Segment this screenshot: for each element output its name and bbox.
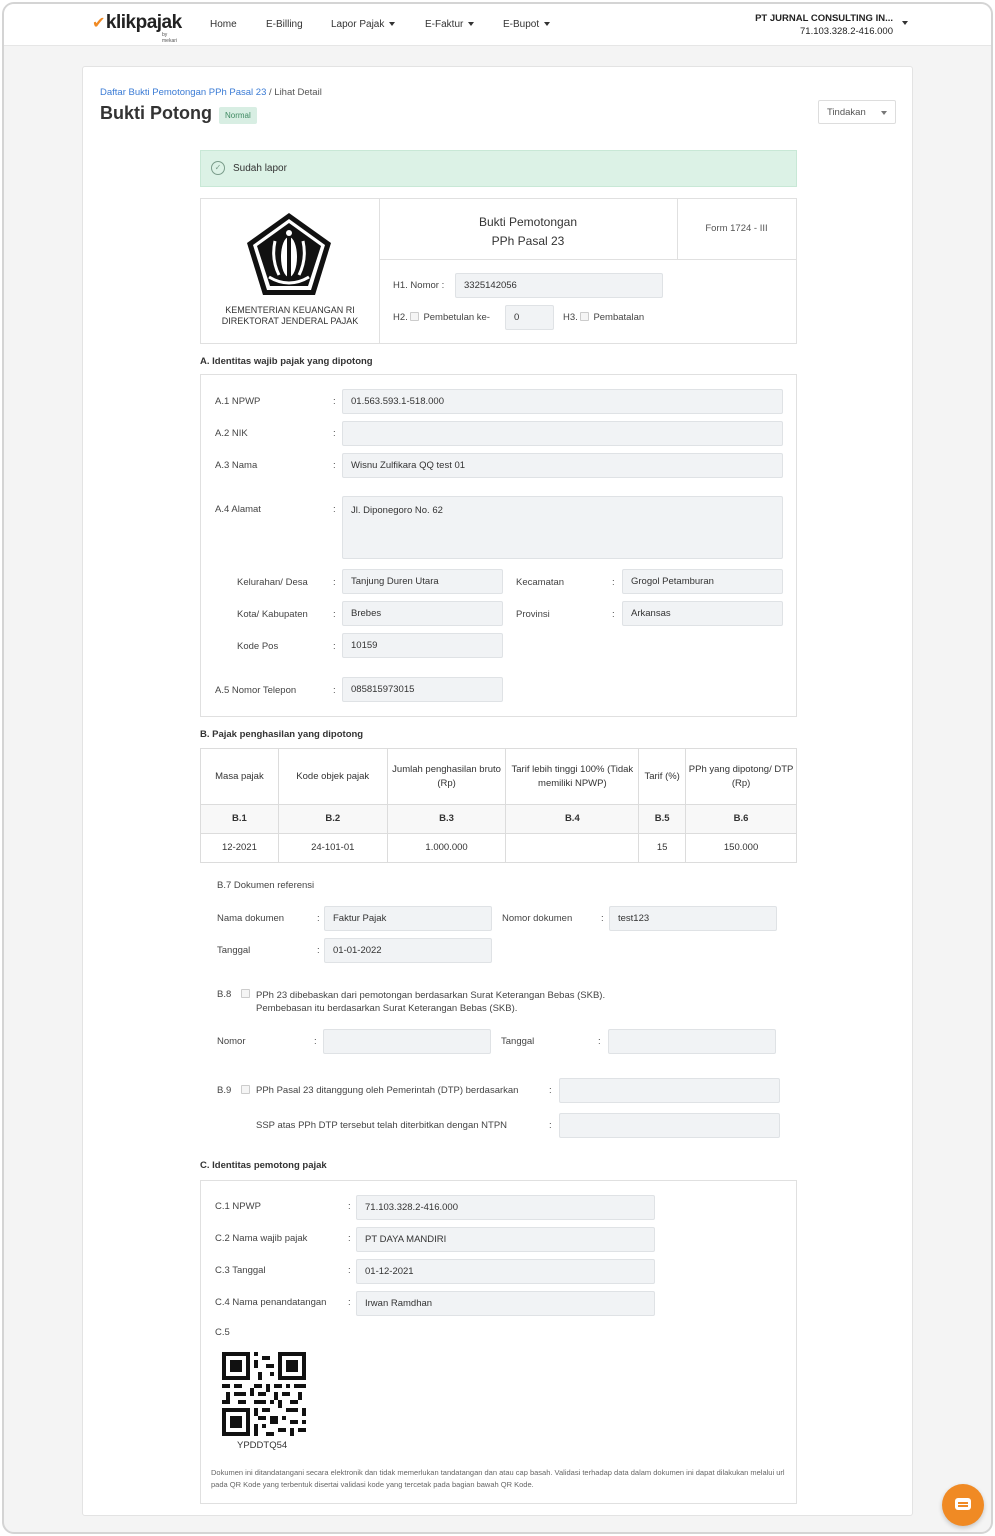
top-navbar [4, 4, 991, 46]
c-penandatangan-field[interactable]: Irwan Ramdhan [356, 1291, 655, 1316]
kelurahan-field[interactable]: Tanjung Duren Utara [342, 569, 503, 594]
h3-label: H3. Pembatalan [563, 312, 645, 323]
column-header: Jumlah penghasilan bruto (Rp) [387, 749, 506, 805]
divider [379, 259, 796, 260]
c-nama-label: C.2 Nama wajib pajak [215, 1233, 308, 1244]
kota-field[interactable]: Brebes [342, 601, 503, 626]
signature-note: Dokumen ini ditandatangani secara elektronik dan tidak memerlukan tandatangan dan atau cap basah. Validasi terhadap data dalam dokumen ini dapat dilakukan melalui url pada QR Kode yang terbentuk disertai validasi kode yang tercetak pada bagian bawah QR Kode. [211, 1468, 785, 1489]
alamat-field[interactable]: Jl. Diponegoro No. 62 [342, 496, 783, 559]
company-switcher[interactable] [755, 12, 893, 38]
table-cell: 24-101-01 [278, 834, 387, 863]
table-cell [506, 834, 639, 863]
column-code: B.5 [639, 805, 686, 834]
content-card: Daftar Bukti Pemotongan PPh Pasal 23 / Lihat Detail Bukti Potong Normal Tindakan ✓ Sudah lapor KEMENTERIAN KEUANGAN RI DIREKTORAT JENDERAL PAJAK Bukti Pemotongan PPh Pasal 23 Form 1724 - III H1. Nomor : 3325142056 H2. Pembetulan ke- 0 H3. Pembatalan A. Identitas wajib pajak yang dipotong A.1 NPWP : 01.563.593.1-518.000 A.2 NIK : A.3 Nama : Wisnu Zulfikara QQ test 01 A.4 Alamat : Jl. Diponegoro No. 62 Kelurahan/ Desa : Tanjung Duren Utara Kecamatan : Grogol Petamburan Kota/ Kabupaten : Brebes Provinsi : Arkansas Kode Pos : 10159 A.5 Nomor Telepon : 085815973015 B. Pajak penghasilan yang dipotong Masa pajak Kode objek pajak Jumlah penghasilan bruto (Rp) Tarif lebih tinggi 100% (Tidak memiliki NPWP) Tarif (%) PPh yang dipotong/ DTP (Rp) B.1 B.2 B.3 B.4 B.5 B.6 12-2021 24-101-01 1.000.000 15 150.000 B.7 Dokumen referensi Nama dokumen : Faktur Pajak Nomor dokumen : test123 Tanggal : 01-01-2022 B.8 PPh 23 dibebaskan dari pemotongan berdasarkan Surat Keterangan Bebas (SKB). Pembebasan itu berdasarkan Surat Keterangan Bebas (SKB). Nomor : Tanggal : B.9 PPh Pasal 23 ditanggung oleh Pemerintah (DTP) berdasarkan : SSP atas PPh DTP tersebut telah diterbitkan dengan NTPN : C. Identitas pemotong pajak C.1 NPWP : 71.103.328.2-416.000 C.2 Nama wajib pajak : PT DAYA MANDIRI C.3 Tanggal : 01-12-2021 C.4 Nama penandatangan : Irwan Ramdhan C.5 YPDDTQ54 Dokumen ini ditandatangani secara elektronik dan tidak memerlukan tandatangan dan atau cap basah. Validasi terhadap data dalam dokumen ini dapat dilakukan melalui url pada QR Kode yang terbentuk disertai validasi kode yang tercetak pada bagian bawah QR Kode. [82, 66, 913, 1516]
pembatalan-checkbox[interactable] [580, 312, 589, 321]
table-cell: 12-2021 [201, 834, 279, 863]
table-row [201, 834, 797, 863]
dtp-checkbox[interactable] [241, 1085, 250, 1094]
chat-icon [955, 1498, 971, 1510]
nik-label: A.2 NIK [215, 428, 248, 439]
c-tanggal-label: C.3 Tanggal [215, 1265, 266, 1276]
b8-text: PPh 23 dibebaskan dari pemotongan berdasarkan Surat Keterangan Bebas (SKB). Pembebasan itu berdasarkan Surat Keterangan Bebas (SKB). [256, 990, 606, 1014]
kota-label: Kota/ Kabupaten [237, 609, 308, 620]
company-name: PT JURNAL CONSULTING IN... [755, 13, 893, 24]
chevron-down-icon [881, 111, 887, 115]
nav-e-faktur[interactable]: E-Faktur [425, 19, 474, 30]
c-npwp-field[interactable]: 71.103.328.2-416.000 [356, 1195, 655, 1220]
chevron-down-icon [468, 22, 474, 26]
nomor-dokumen-field[interactable]: test123 [609, 906, 777, 931]
breadcrumb-current: Lihat Detail [274, 87, 322, 98]
nama-dokumen-field[interactable]: Faktur Pajak [324, 906, 492, 931]
nav-e-bupot[interactable]: E-Bupot [503, 19, 550, 30]
column-code: B.6 [686, 805, 797, 834]
section-a: A.1 NPWP : 01.563.593.1-518.000 A.2 NIK : A.3 Nama : Wisnu Zulfikara QQ test 01 A.4 Alamat : Jl. Diponegoro No. 62 Kelurahan/ Desa : Tanjung Duren Utara Kecamatan : Grogol Petamburan Kota/ Kabupaten : Brebes Provinsi : Arkansas Kode Pos : 10159 A.5 Nomor Telepon : 085815973015 [200, 374, 797, 717]
pembetulan-field[interactable]: 0 [505, 305, 554, 330]
column-header: Kode objek pajak [278, 749, 387, 805]
dtp-field[interactable] [559, 1078, 780, 1103]
ntpn-field[interactable] [559, 1113, 780, 1138]
column-header: PPh yang dipotong/ DTP (Rp) [686, 749, 797, 805]
chevron-down-icon [544, 22, 550, 26]
b8-label: B.8 [217, 989, 232, 1000]
skb-checkbox[interactable] [241, 989, 250, 998]
nama-dokumen-label: Nama dokumen [217, 913, 285, 924]
company-dropdown-icon[interactable] [902, 21, 908, 25]
status-badge: Normal [219, 107, 257, 124]
table-cell: 150.000 [686, 834, 797, 863]
table-cell: 1.000.000 [387, 834, 506, 863]
b9-label: B.9 [217, 1085, 232, 1096]
column-header: Masa pajak [201, 749, 279, 805]
nav-home[interactable]: Home [210, 19, 237, 30]
b8-tanggal-field[interactable] [608, 1029, 776, 1054]
c-nama-field[interactable]: PT DAYA MANDIRI [356, 1227, 655, 1252]
tanggal-dokumen-field[interactable]: 01-01-2022 [324, 938, 492, 963]
nomor-field[interactable]: 3325142056 [455, 273, 663, 298]
nav-lapor-pajak[interactable]: Lapor Pajak [331, 19, 395, 30]
nik-field[interactable] [342, 421, 783, 446]
h1-label: H1. Nomor : [393, 280, 445, 291]
ntpn-text: SSP atas PPh DTP tersebut telah diterbitkan dengan NTPN [256, 1120, 508, 1131]
h2-label: H2. Pembetulan ke- [393, 312, 490, 323]
pembetulan-checkbox[interactable] [410, 312, 419, 321]
check-circle-icon: ✓ [211, 161, 225, 175]
b8-nomor-label: Nomor [217, 1036, 246, 1047]
ministry-name: KEMENTERIAN KEUANGAN RI DIREKTORAT JENDERAL PAJAK [221, 305, 359, 326]
status-alert: ✓ Sudah lapor [200, 150, 797, 187]
section-a-title: A. Identitas wajib pajak yang dipotong [200, 356, 373, 367]
kecamatan-field[interactable]: Grogol Petamburan [622, 569, 783, 594]
table-code-row [201, 805, 797, 834]
chevron-down-icon [389, 22, 395, 26]
document-title: Bukti Pemotongan PPh Pasal 23 [478, 215, 578, 248]
section-c: C.1 NPWP : 71.103.328.2-416.000 C.2 Nama wajib pajak : PT DAYA MANDIRI C.3 Tanggal : 01-12-2021 C.4 Nama penandatangan : Irwan Ramdhan C.5 YPDDTQ54 Dokumen ini ditandatangani secara elektronik dan tidak memerlukan tandatangan dan atau cap basah. Validasi terhadap data dalam dokumen ini dapat dilakukan melalui url pada QR Kode yang terbentuk disertai validasi kode yang tercetak pada bagian bawah QR Kode. [200, 1180, 797, 1504]
kecamatan-label: Kecamatan [516, 577, 565, 588]
c-npwp-label: C.1 NPWP [215, 1201, 261, 1212]
nama-label: A.3 Nama [215, 460, 258, 471]
page-title: Bukti Potong [100, 103, 212, 123]
provinsi-field[interactable]: Arkansas [622, 601, 783, 626]
table-header-row [201, 749, 797, 805]
company-npwp: 71.103.328.2-416.000 [800, 26, 893, 37]
c-tanggal-field[interactable]: 01-12-2021 [356, 1259, 655, 1284]
c5-label: C.5 [215, 1327, 230, 1338]
check-logo-icon: ✔ [92, 15, 105, 32]
klikpajak-logo[interactable]: ✔klikpajak by mekari [92, 12, 182, 44]
qr-code-icon [222, 1352, 306, 1436]
column-code: B.1 [201, 805, 279, 834]
kemenkeu-emblem-icon [245, 211, 333, 297]
column-code: B.2 [278, 805, 387, 834]
b8-nomor-field[interactable] [323, 1029, 491, 1054]
nomor-dokumen-label: Nomor dokumen [502, 913, 573, 924]
section-c-title: C. Identitas pemotong pajak [200, 1160, 327, 1171]
npwp-field[interactable]: 01.563.593.1-518.000 [342, 389, 783, 414]
column-header: Tarif lebih tinggi 100% (Tidak memiliki NPWP) [506, 749, 639, 805]
kelurahan-label: Kelurahan/ Desa [237, 577, 308, 588]
telepon-field[interactable]: 085815973015 [342, 677, 503, 702]
tax-table [200, 748, 797, 863]
nama-field[interactable]: Wisnu Zulfikara QQ test 01 [342, 453, 783, 478]
kodepos-label: Kode Pos [237, 641, 279, 652]
qr-code-text: YPDDTQ54 [237, 1440, 288, 1451]
npwp-label: A.1 NPWP [215, 396, 261, 407]
b7-label: B.7 Dokumen referensi [217, 880, 315, 891]
form-code: Form 1724 - III [705, 223, 768, 234]
telepon-label: A.5 Nomor Telepon [215, 685, 297, 696]
b9-text: PPh Pasal 23 ditanggung oleh Pemerintah (DTP) berdasarkan [256, 1085, 519, 1096]
breadcrumb-link[interactable]: Daftar Bukti Pemotongan PPh Pasal 23 [100, 87, 267, 98]
breadcrumb: Daftar Bukti Pemotongan PPh Pasal 23 / Lihat Detail [100, 87, 322, 98]
table-cell: 15 [639, 834, 686, 863]
tindakan-dropdown[interactable]: Tindakan [818, 100, 896, 124]
c-penandatangan-label: C.4 Nama penandatangan [215, 1297, 327, 1308]
kodepos-field[interactable]: 10159 [342, 633, 503, 658]
column-header: Tarif (%) [639, 749, 686, 805]
provinsi-label: Provinsi [516, 609, 550, 620]
app-window [2, 2, 993, 1534]
nav-e-billing[interactable]: E-Billing [266, 19, 303, 30]
alamat-label: A.4 Alamat [215, 504, 261, 515]
tanggal-dokumen-label: Tanggal [217, 945, 251, 956]
section-b-title: B. Pajak penghasilan yang dipotong [200, 729, 364, 740]
chat-button[interactable] [942, 1484, 984, 1526]
b8-tanggal-label: Tanggal [501, 1036, 535, 1047]
document-header [200, 198, 797, 344]
column-code: B.3 [387, 805, 506, 834]
column-code: B.4 [506, 805, 639, 834]
